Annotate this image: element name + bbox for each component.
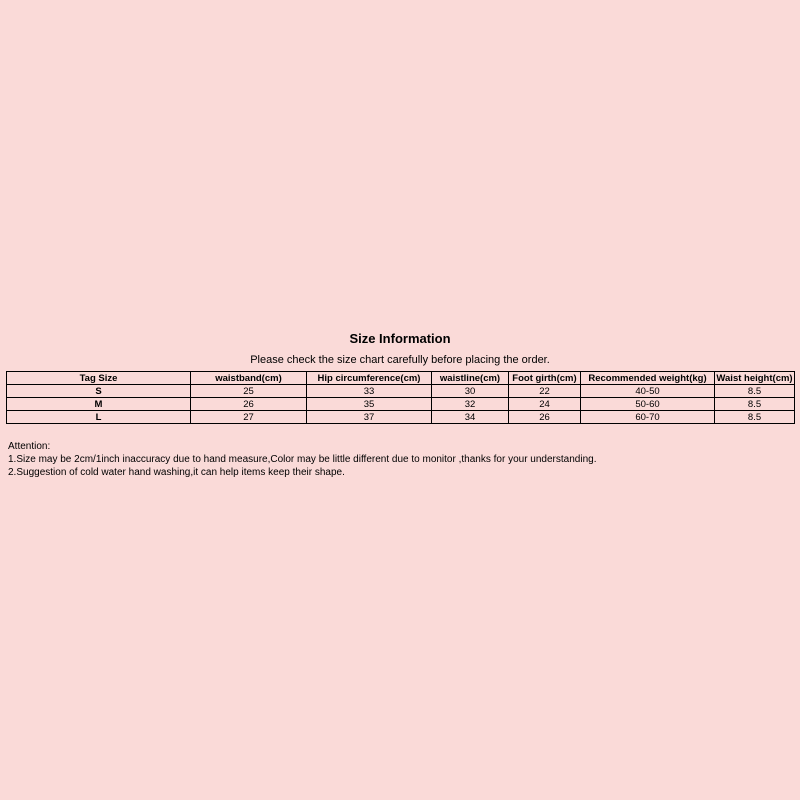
header-waistline: waistline(cm) [432, 372, 509, 385]
cell-hip-circumference: 33 [307, 385, 432, 398]
cell-recommended-weight: 50-60 [581, 398, 715, 411]
table-row [7, 398, 795, 411]
cell-recommended-weight: 40-50 [581, 385, 715, 398]
cell-waist-height: 8.5 [715, 385, 795, 398]
attention-notes [8, 440, 596, 479]
notes-heading: Attention: [8, 441, 51, 452]
table-row [7, 385, 795, 398]
page-subtitle: Please check the size chart carefully before placing the order. [250, 354, 550, 366]
header-tag-size: Tag Size [7, 372, 191, 385]
cell-waistline: 34 [432, 411, 509, 424]
cell-foot-girth: 26 [509, 411, 581, 424]
cell-hip-circumference: 37 [307, 411, 432, 424]
header-waistband: waistband(cm) [191, 372, 307, 385]
header-waist-height: Waist height(cm) [716, 372, 793, 384]
page-title: Size Information [349, 331, 451, 346]
cell-tag-size: M [7, 398, 191, 411]
cell-waistband: 25 [191, 385, 307, 398]
cell-hip-circumference: 35 [307, 398, 432, 411]
cell-waistline: 30 [432, 385, 509, 398]
cell-foot-girth: 24 [509, 398, 581, 411]
note-item: 2.Suggestion of cold water hand washing,it can help items keep their shape. [8, 467, 345, 478]
table-header-row [7, 372, 795, 385]
cell-waistband: 26 [191, 398, 307, 411]
cell-waist-height: 8.5 [715, 411, 795, 424]
cell-foot-girth: 22 [509, 385, 581, 398]
cell-waistband: 27 [191, 411, 307, 424]
table-row [7, 411, 795, 424]
cell-tag-size: L [7, 411, 191, 424]
cell-waist-height: 8.5 [715, 398, 795, 411]
header-foot-girth: Foot girth(cm) [509, 372, 581, 385]
cell-recommended-weight: 60-70 [581, 411, 715, 424]
header-hip-circumference: Hip circumference(cm) [307, 372, 432, 385]
header-recommended-weight: Recommended weight(kg) [581, 372, 715, 385]
size-chart-table [6, 371, 795, 424]
note-item: 1.Size may be 2cm/1inch inaccuracy due to hand measure,Color may be little different due to monitor ,thanks for your understanding. [8, 454, 597, 465]
cell-tag-size: S [7, 385, 191, 398]
cell-waistline: 32 [432, 398, 509, 411]
